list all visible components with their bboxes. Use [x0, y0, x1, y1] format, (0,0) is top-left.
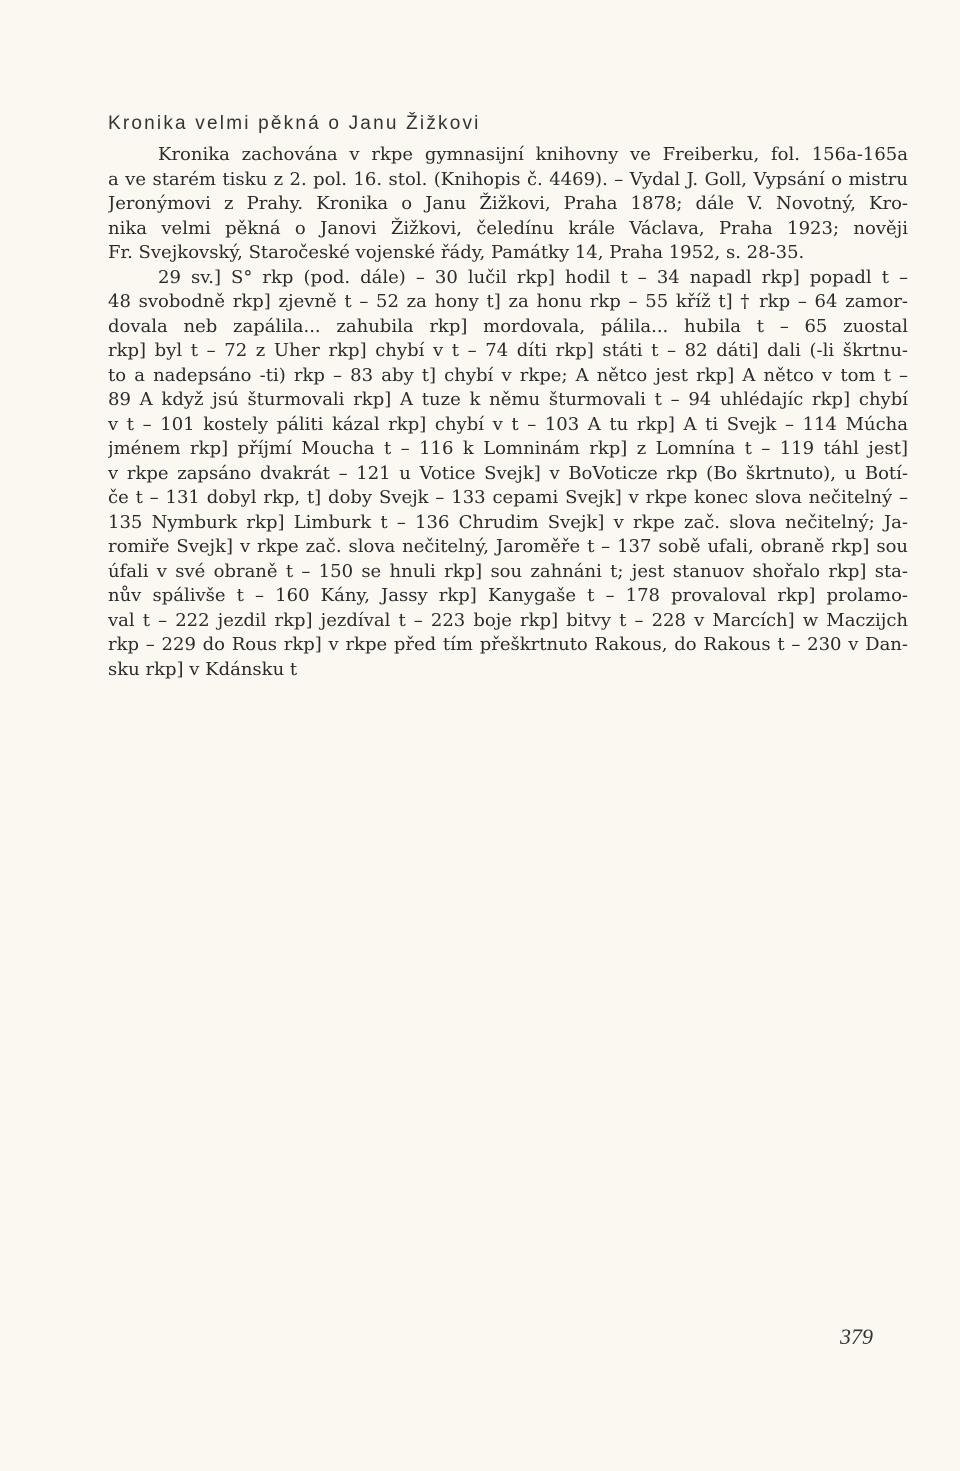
page-number: 379: [840, 1324, 873, 1349]
text-line: 48 svobodně rkp] zjevně t – 52 za hony t] za honu rkp – 55 kříž t] † rkp – 64 zamor-: [108, 291, 908, 312]
text-line: v rkpe zapsáno dvakrát – 121 u Votice Svejk] v BoVoticze rkp (Bo škrtnuto), u Botí-: [108, 462, 908, 484]
text-line: Jeronýmovi z Prahy. Kronika o Janu Žižkovi, Praha 1878; dále V. Novotný, Kro-: [108, 193, 908, 214]
text-line: 29 sv.] S° rkp (pod. dále) – 30 lučil rkp] hodil t – 34 napadl rkp] popadl t –: [158, 266, 908, 288]
text-line: rkp – 229 do Rous rkp] v rkpe před tím přeškrtnuto Rakous, do Rakous t – 230 v Dan-: [108, 634, 908, 655]
page-title: Kronika velmi pěkná o Janu Žižkovi: [108, 113, 481, 134]
text-line: 89 A když jsú šturmovali rkp] A tuze k němu šturmovali t – 94 uhlédajíc rkp] chybí: [108, 389, 908, 410]
text-line: Fr. Svejkovský, Staročeské vojenské řády, Památky 14, Praha 1952, s. 28-35.: [108, 242, 805, 263]
text-line: romiře Svejk] v rkpe zač. slova nečitelný, Jaroměře t – 137 sobě ufali, obraně rkp] sou: [108, 536, 908, 557]
text-line: dovala neb zapálila... zahubila rkp] mordovala, pálila... hubila t – 65 zuostal: [108, 315, 908, 337]
text-line: 135 Nymburk rkp] Limburk t – 136 Chrudim Svejk] v rkpe zač. slova nečitelný; Ja-: [108, 511, 908, 533]
text-line: to a nadepsáno -ti) rkp – 83 aby t] chybí v rkpe; A nětco jest rkp] A nětco v tom t –: [108, 364, 908, 386]
text-line: nika velmi pěkná o Janovi Žižkovi, čeledínu krále Václava, Praha 1923; nověji: [108, 217, 908, 239]
text-line: val t – 222 jezdil rkp] jezdíval t – 223 boje rkp] bitvy t – 228 v Marcích] w Maczijch: [108, 609, 908, 631]
text-line: úfali v své obraně t – 150 se hnuli rkp] sou zahnáni t; jest stanuov shořalo rkp] sta-: [108, 560, 908, 582]
text-line: jménem rkp] příjmí Moucha t – 116 k Lomninám rkp] z Lomnína t – 119 táhl jest]: [108, 438, 908, 459]
body-text: [108, 143, 908, 682]
text-line: Kronika zachována v rkpe gymnasijní knihovny ve Freiberku, fol. 156a-165a: [158, 144, 908, 165]
text-line: če t – 131 dobyl rkp, t] doby Svejk – 133 cepami Svejk] v rkpe konec slova nečitelný –: [108, 487, 908, 508]
text-line: v t – 101 kostely páliti kázal rkp] chybí v t – 103 A tu rkp] A ti Svejk – 114 Múcha: [108, 413, 908, 435]
text-line: nův spálivše t – 160 Kány, Jassy rkp] Kanygaše t – 178 provaloval rkp] prolamo-: [108, 585, 908, 606]
text-line: a ve starém tisku z 2. pol. 16. stol. (Knihopis č. 4469). – Vydal J. Goll, Vypsání o mistru: [108, 168, 908, 190]
text-line: sku rkp] v Kdánsku t: [108, 658, 298, 680]
text-line: rkp] byl t – 72 z Uher rkp] chybí v t – 74 díti rkp] státi t – 82 dáti] dali (-li škrtnu-: [108, 340, 908, 361]
